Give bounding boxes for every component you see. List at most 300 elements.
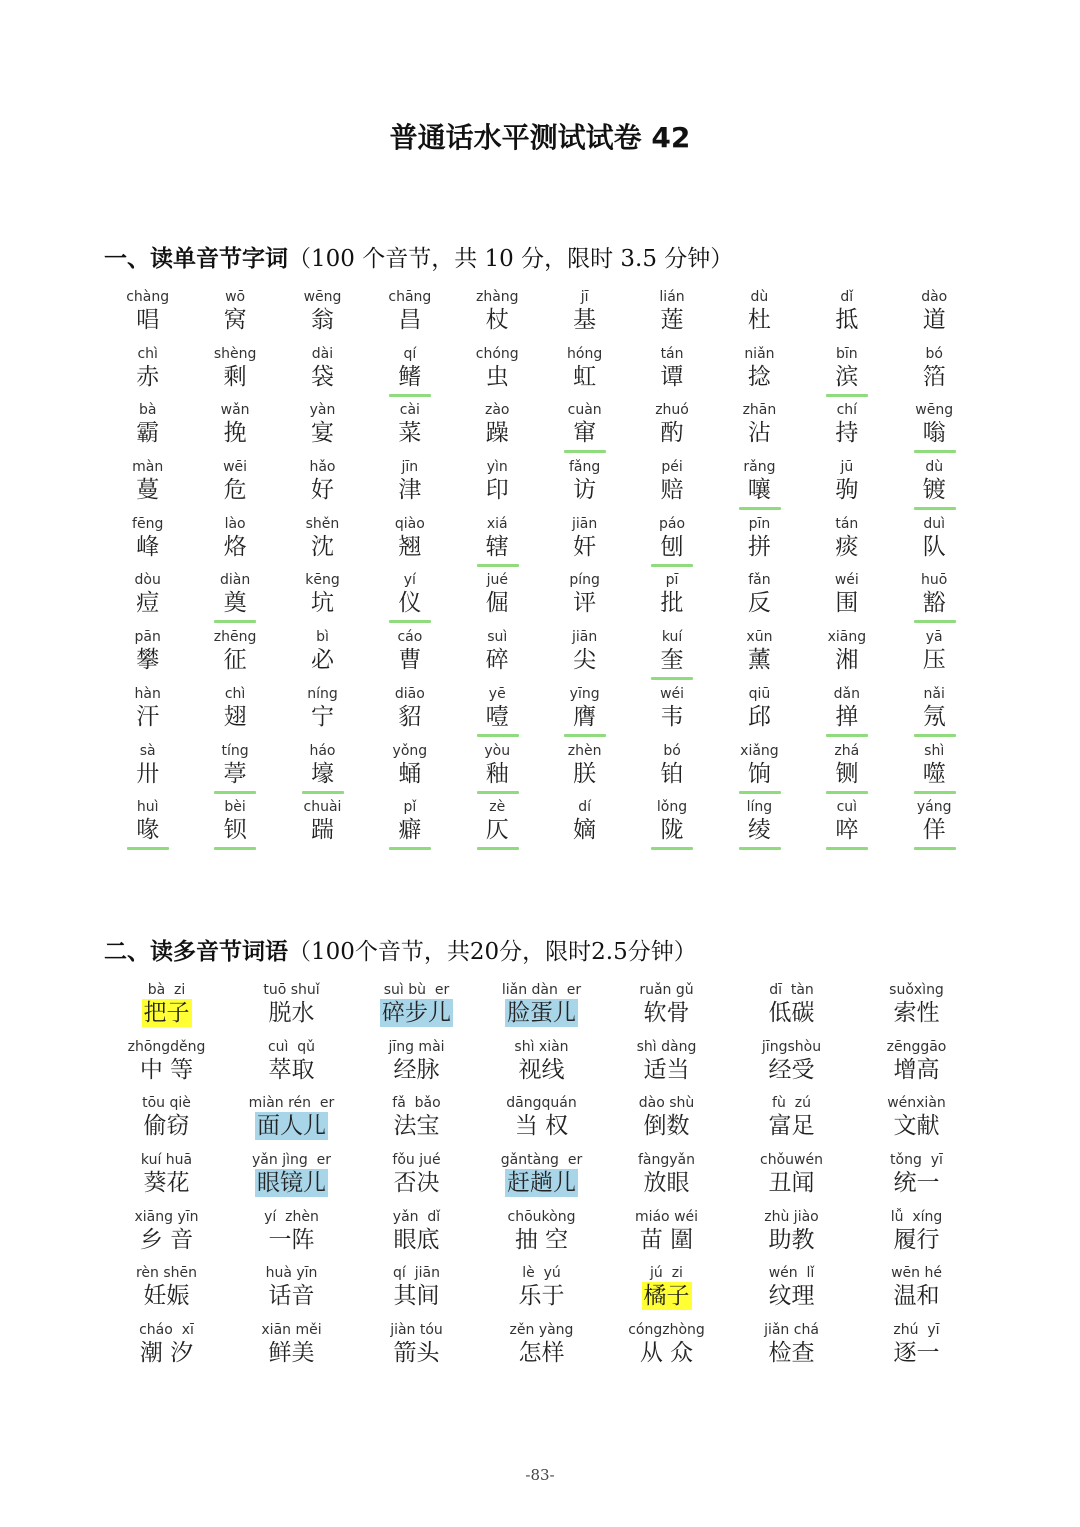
hanzi: 曹 (398, 647, 422, 674)
hanzi: 剩 (223, 363, 247, 390)
phrase: 富足 (768, 1113, 815, 1140)
hanzi: 佯 (922, 817, 946, 844)
word-cell (366, 685, 453, 742)
pinyin: yí (403, 572, 416, 589)
pinyin: lè yú (522, 1265, 561, 1282)
word-cell (366, 628, 453, 685)
word-cell (628, 345, 715, 402)
pinyin: yǒng (392, 742, 428, 759)
pinyin: bīn (835, 345, 858, 362)
word-cell (191, 458, 278, 515)
hanzi: 唱 (136, 307, 160, 333)
hanzi: 抵 (835, 307, 859, 333)
phrase: 纹理 (768, 1283, 815, 1310)
hanzi: 薰 (747, 647, 771, 674)
word-cell (454, 345, 541, 402)
pinyin: ruǎn gǔ (639, 982, 694, 998)
word-cell (628, 628, 715, 685)
pinyin: jīn (401, 459, 419, 476)
pinyin: wēi (223, 459, 248, 476)
phrase-cell (479, 1264, 604, 1321)
phrase-cell (604, 1321, 729, 1378)
highlighted-phrase: 眼镜儿 (257, 1170, 326, 1197)
pinyin: cháo xī (139, 1322, 194, 1339)
phrase-cell (729, 1264, 854, 1321)
phrase-cell (729, 1151, 854, 1208)
pinyin: pǐ (403, 799, 417, 816)
difficult-word-underline (564, 734, 606, 737)
word-cell (279, 685, 366, 742)
hanzi: 滨 (835, 363, 859, 390)
difficult-word-underline (214, 847, 256, 850)
pinyin: shì (924, 742, 945, 759)
word-cell (366, 571, 453, 628)
phrase: 适当 (643, 1056, 690, 1083)
word-cell (803, 288, 890, 345)
phrase-cell (729, 1038, 854, 1095)
pinyin: màn (132, 459, 164, 476)
pinyin: zhù jiào (764, 1208, 819, 1225)
phrase: 视线 (518, 1056, 565, 1083)
phrase-cell (229, 981, 354, 1038)
pinyin: fǒu jué (392, 1152, 441, 1169)
hanzi: 噬 (922, 760, 946, 787)
difficult-word-underline (651, 677, 693, 680)
phrase-cell (729, 1094, 854, 1151)
pinyin: liǎn dàn er (501, 982, 582, 998)
word-cell (104, 742, 191, 799)
pinyin: jué (486, 572, 508, 589)
hanzi: 攀 (136, 647, 160, 674)
hanzi: 痘 (136, 590, 160, 617)
pinyin: hǎo (309, 459, 336, 476)
pinyin: wéi (660, 685, 685, 702)
word-cell (628, 798, 715, 855)
hanzi: 镀 (922, 477, 946, 504)
phrase-cell (479, 1321, 604, 1378)
pinyin: chóng (475, 345, 519, 362)
difficult-word-underline (214, 791, 256, 794)
pinyin: xiān měi (261, 1322, 322, 1339)
difficult-word-underline (302, 791, 344, 794)
word-cell (803, 401, 890, 458)
hanzi: 壕 (310, 760, 334, 787)
pinyin: miàn rén er (248, 1095, 335, 1112)
multi-syllable-grid (104, 981, 979, 1378)
hanzi: 霸 (136, 420, 160, 447)
phrase: 履行 (893, 1226, 940, 1253)
pinyin: wén lǐ (768, 1265, 815, 1282)
hanzi: 膺 (573, 703, 597, 730)
phrase: 倒数 (643, 1113, 690, 1140)
hanzi: 窜 (573, 420, 597, 447)
hanzi: 钡 (223, 817, 247, 844)
pinyin: dào shù (638, 1095, 695, 1112)
pinyin: shì dàng (636, 1038, 697, 1055)
phrase-cell (854, 981, 979, 1038)
section-1-note: （100 个音节，共 10 分，限时 3.5 分钟） (288, 246, 734, 272)
pinyin: zēnggāo (886, 1038, 947, 1055)
pinyin: páo (659, 515, 686, 532)
pinyin: péi (661, 459, 683, 476)
phrase-cell (854, 1321, 979, 1378)
phrase: 苗 圍 (639, 1226, 694, 1253)
pinyin: chì (224, 685, 246, 702)
hanzi: 韦 (660, 703, 684, 730)
difficult-word-underline (739, 791, 781, 794)
phrase-cell (104, 1151, 229, 1208)
word-cell (803, 685, 890, 742)
pinyin: yē (488, 685, 506, 702)
hanzi: 碎 (485, 647, 509, 674)
pinyin: wō (225, 289, 246, 305)
word-cell (628, 401, 715, 458)
difficult-word-underline (914, 734, 956, 737)
hanzi: 批 (660, 590, 684, 617)
pinyin: xiǎng (740, 742, 779, 759)
highlighted-phrase: 脸蛋儿 (507, 1000, 576, 1026)
hanzi: 邱 (747, 703, 771, 730)
pinyin: kuí (661, 629, 683, 646)
hanzi: 危 (223, 477, 247, 504)
word-cell (454, 571, 541, 628)
word-cell (541, 571, 628, 628)
word-cell (279, 515, 366, 572)
phrase-cell (729, 1321, 854, 1378)
word-cell (541, 401, 628, 458)
pinyin: gǎntàng er (500, 1152, 583, 1169)
phrase: 箭头 (393, 1340, 440, 1367)
phrase: 抽 空 (514, 1226, 569, 1253)
word-cell (104, 571, 191, 628)
word-cell (628, 515, 715, 572)
hanzi: 翁 (310, 307, 334, 333)
pinyin: tíng (221, 742, 249, 759)
pinyin: chàng (126, 289, 170, 305)
word-cell (891, 571, 978, 628)
hanzi: 葶 (223, 760, 247, 787)
word-cell (541, 288, 628, 345)
pinyin: dǐ (840, 289, 854, 305)
phrase-cell (604, 1094, 729, 1151)
word-cell (279, 288, 366, 345)
difficult-word-underline (826, 394, 868, 397)
word-cell (366, 798, 453, 855)
hanzi: 昌 (398, 307, 422, 333)
hanzi: 拼 (747, 533, 771, 560)
phrase: 经脉 (393, 1056, 440, 1083)
pinyin: lǚ xíng (890, 1208, 943, 1225)
word-cell (541, 458, 628, 515)
pinyin: dǎn (833, 685, 860, 702)
phrase-cell (479, 1208, 604, 1265)
difficult-word-underline (826, 734, 868, 737)
pinyin: kuí huā (140, 1152, 193, 1169)
phrase-cell (729, 981, 854, 1038)
pinyin: dào (921, 289, 948, 305)
pinyin: chí (836, 402, 858, 419)
hanzi: 奎 (660, 647, 684, 674)
hanzi: 谭 (660, 363, 684, 390)
word-cell (541, 628, 628, 685)
phrase: 逐一 (893, 1340, 940, 1367)
pinyin: shì xiàn (514, 1038, 569, 1055)
word-cell (891, 742, 978, 799)
hanzi: 窝 (223, 307, 247, 333)
phrase-cell (854, 1151, 979, 1208)
pinyin: jīngshòu (761, 1038, 822, 1055)
hanzi: 围 (835, 590, 859, 617)
hanzi: 躁 (485, 420, 509, 447)
hanzi: 沈 (310, 533, 334, 560)
phrase-cell (229, 1151, 354, 1208)
highlighted-phrase: 碎步儿 (382, 1000, 451, 1026)
pinyin: yǎn dǐ (392, 1208, 441, 1225)
word-cell (628, 288, 715, 345)
pinyin: háo (309, 742, 336, 759)
pinyin: zhú yī (893, 1322, 940, 1339)
word-cell (279, 742, 366, 799)
pinyin: zhān (742, 402, 777, 419)
hanzi: 持 (835, 420, 859, 447)
word-cell (191, 401, 278, 458)
pinyin: zhèn (567, 742, 602, 759)
pinyin: jiàn tóu (390, 1322, 443, 1339)
word-cell (541, 515, 628, 572)
difficult-word-underline (826, 847, 868, 850)
pinyin: zè (489, 799, 506, 816)
hanzi: 反 (747, 590, 771, 617)
pinyin: rǎng (743, 459, 776, 476)
phrase-cell (854, 1208, 979, 1265)
word-cell (366, 401, 453, 458)
word-cell (104, 798, 191, 855)
hanzi: 宁 (310, 703, 334, 730)
pinyin: lǒng (656, 799, 688, 816)
hanzi: 仄 (485, 817, 509, 844)
hanzi: 驹 (835, 477, 859, 504)
hanzi: 卅 (136, 760, 160, 787)
pinyin: tǒng yī (890, 1152, 943, 1169)
pinyin: jú zi (650, 1265, 683, 1282)
pinyin: hóng (567, 345, 603, 362)
word-cell (541, 742, 628, 799)
pinyin: zhōngděng (127, 1038, 206, 1055)
hanzi: 嗡 (922, 420, 946, 447)
word-cell (891, 798, 978, 855)
difficult-word-underline (914, 847, 956, 850)
word-cell (716, 401, 803, 458)
pinyin: suì bù er (383, 982, 450, 998)
pinyin: jī (580, 289, 589, 305)
phrase-cell (354, 1208, 479, 1265)
word-cell (716, 288, 803, 345)
phrase: 中 等 (139, 1056, 194, 1083)
word-cell (104, 401, 191, 458)
phrase: 妊娠 (143, 1283, 190, 1310)
hanzi: 痰 (835, 533, 859, 560)
hanzi: 翅 (223, 703, 247, 730)
word-cell (279, 798, 366, 855)
hanzi: 队 (922, 533, 946, 560)
word-cell (454, 742, 541, 799)
word-cell (803, 742, 890, 799)
page-title: 普通话水平测试试卷 42 (389, 121, 691, 154)
phrase: 丑闻 (768, 1170, 815, 1197)
word-cell (716, 628, 803, 685)
pinyin: dài (311, 345, 334, 362)
difficult-word-underline (564, 450, 606, 453)
hanzi: 必 (310, 647, 334, 674)
single-syllable-grid (104, 288, 978, 855)
hanzi: 陇 (660, 817, 684, 844)
phrase: 萃取 (268, 1056, 315, 1083)
hanzi: 压 (922, 647, 946, 674)
hanzi: 绫 (747, 817, 771, 844)
word-cell (716, 458, 803, 515)
section-2-note: （100个音节，共20分，限时2.5分钟） (288, 939, 697, 965)
word-cell (891, 458, 978, 515)
word-cell (541, 345, 628, 402)
word-cell (454, 401, 541, 458)
word-cell (716, 798, 803, 855)
pinyin: dī tàn (769, 982, 814, 998)
phrase-cell (104, 1321, 229, 1378)
hanzi: 烙 (223, 533, 247, 560)
hanzi: 宴 (310, 420, 334, 447)
pinyin: cuàn (567, 402, 602, 419)
pinyin: yí zhèn (264, 1208, 319, 1225)
word-cell (454, 798, 541, 855)
hanzi: 尖 (573, 647, 597, 674)
word-cell (279, 345, 366, 402)
difficult-word-underline (477, 847, 519, 850)
phrase: 低碳 (768, 1000, 815, 1026)
hanzi: 印 (485, 477, 509, 504)
word-cell (191, 515, 278, 572)
pinyin: duì (923, 515, 946, 532)
pinyin: líng (746, 799, 773, 816)
word-cell (279, 458, 366, 515)
hanzi: 啐 (835, 817, 859, 844)
pinyin: zhuó (655, 402, 689, 419)
phrase-cell (854, 1264, 979, 1321)
pinyin: wēng (303, 289, 342, 305)
pinyin: chì (137, 345, 158, 362)
pinyin: jiǎn chá (764, 1322, 819, 1339)
difficult-word-underline (389, 394, 431, 397)
hanzi: 杜 (747, 307, 771, 333)
pinyin: xiāng (827, 629, 867, 646)
pinyin: tán (835, 515, 859, 532)
phrase-cell (604, 981, 729, 1038)
word-cell (454, 458, 541, 515)
pinyin: miáo wéi (634, 1208, 699, 1225)
difficult-word-underline (127, 847, 169, 850)
pinyin: chǒuwén (760, 1152, 823, 1169)
word-cell (191, 288, 278, 345)
word-cell (803, 458, 890, 515)
word-cell (803, 628, 890, 685)
word-cell (279, 628, 366, 685)
word-cell (716, 345, 803, 402)
pinyin: fǎ bǎo (392, 1095, 441, 1112)
difficult-word-underline (389, 847, 431, 850)
pinyin: fàngyǎn (637, 1152, 695, 1169)
hanzi: 貂 (398, 703, 422, 730)
hanzi: 踹 (310, 817, 334, 844)
phrase-cell (479, 1094, 604, 1151)
word-cell (716, 515, 803, 572)
hanzi: 袋 (310, 363, 334, 390)
phrase-cell (729, 1208, 854, 1265)
hanzi: 湘 (835, 647, 859, 674)
pinyin: fēng (132, 515, 164, 532)
hanzi: 基 (573, 307, 597, 333)
pinyin: wénxiàn (887, 1095, 946, 1112)
pinyin: shèng (213, 345, 257, 362)
hanzi: 癖 (398, 817, 422, 844)
difficult-word-underline (477, 564, 519, 567)
pinyin: yā (925, 629, 943, 646)
word-cell (716, 685, 803, 742)
hanzi: 铡 (835, 760, 859, 787)
pinyin: diàn (219, 572, 251, 589)
word-cell (541, 685, 628, 742)
difficult-word-underline (477, 734, 519, 737)
difficult-word-underline (914, 507, 956, 510)
phrase: 否决 (393, 1170, 440, 1197)
difficult-word-underline (826, 791, 868, 794)
hanzi: 捻 (747, 363, 771, 390)
phrase: 当 权 (514, 1113, 569, 1140)
phrase-cell (104, 1208, 229, 1265)
word-cell (366, 458, 453, 515)
pinyin: chuài (303, 799, 342, 816)
pinyin: cài (399, 402, 420, 419)
phrase-cell (229, 1264, 354, 1321)
pinyin: kēng (305, 572, 340, 589)
phrase: 其间 (393, 1283, 440, 1310)
phrase: 检查 (768, 1340, 815, 1367)
hanzi: 虹 (573, 363, 597, 390)
pinyin: wǎn (220, 402, 250, 419)
hanzi: 奠 (223, 590, 247, 617)
word-cell (104, 345, 191, 402)
pinyin: píng (569, 572, 600, 589)
phrase: 乐于 (518, 1283, 565, 1310)
word-cell (454, 288, 541, 345)
phrase: 脱水 (268, 1000, 315, 1026)
word-cell (454, 515, 541, 572)
pinyin: qí jiān (393, 1265, 440, 1282)
phrase-cell (604, 1038, 729, 1095)
pinyin: zhàng (475, 289, 519, 305)
pinyin: qí (403, 345, 417, 362)
pinyin: zhēng (213, 629, 257, 646)
hanzi: 翘 (398, 533, 422, 560)
hanzi: 仪 (398, 590, 422, 617)
pinyin: huō (921, 572, 948, 589)
word-cell (628, 571, 715, 628)
phrase: 统一 (893, 1170, 940, 1197)
pinyin: bà (138, 402, 157, 419)
pinyin: yǎn jìng er (252, 1152, 331, 1169)
difficult-word-underline (651, 847, 693, 850)
phrase: 文献 (893, 1113, 940, 1140)
pinyin: fǎng (569, 459, 601, 476)
highlighted-phrase: 赶趟儿 (507, 1170, 576, 1197)
